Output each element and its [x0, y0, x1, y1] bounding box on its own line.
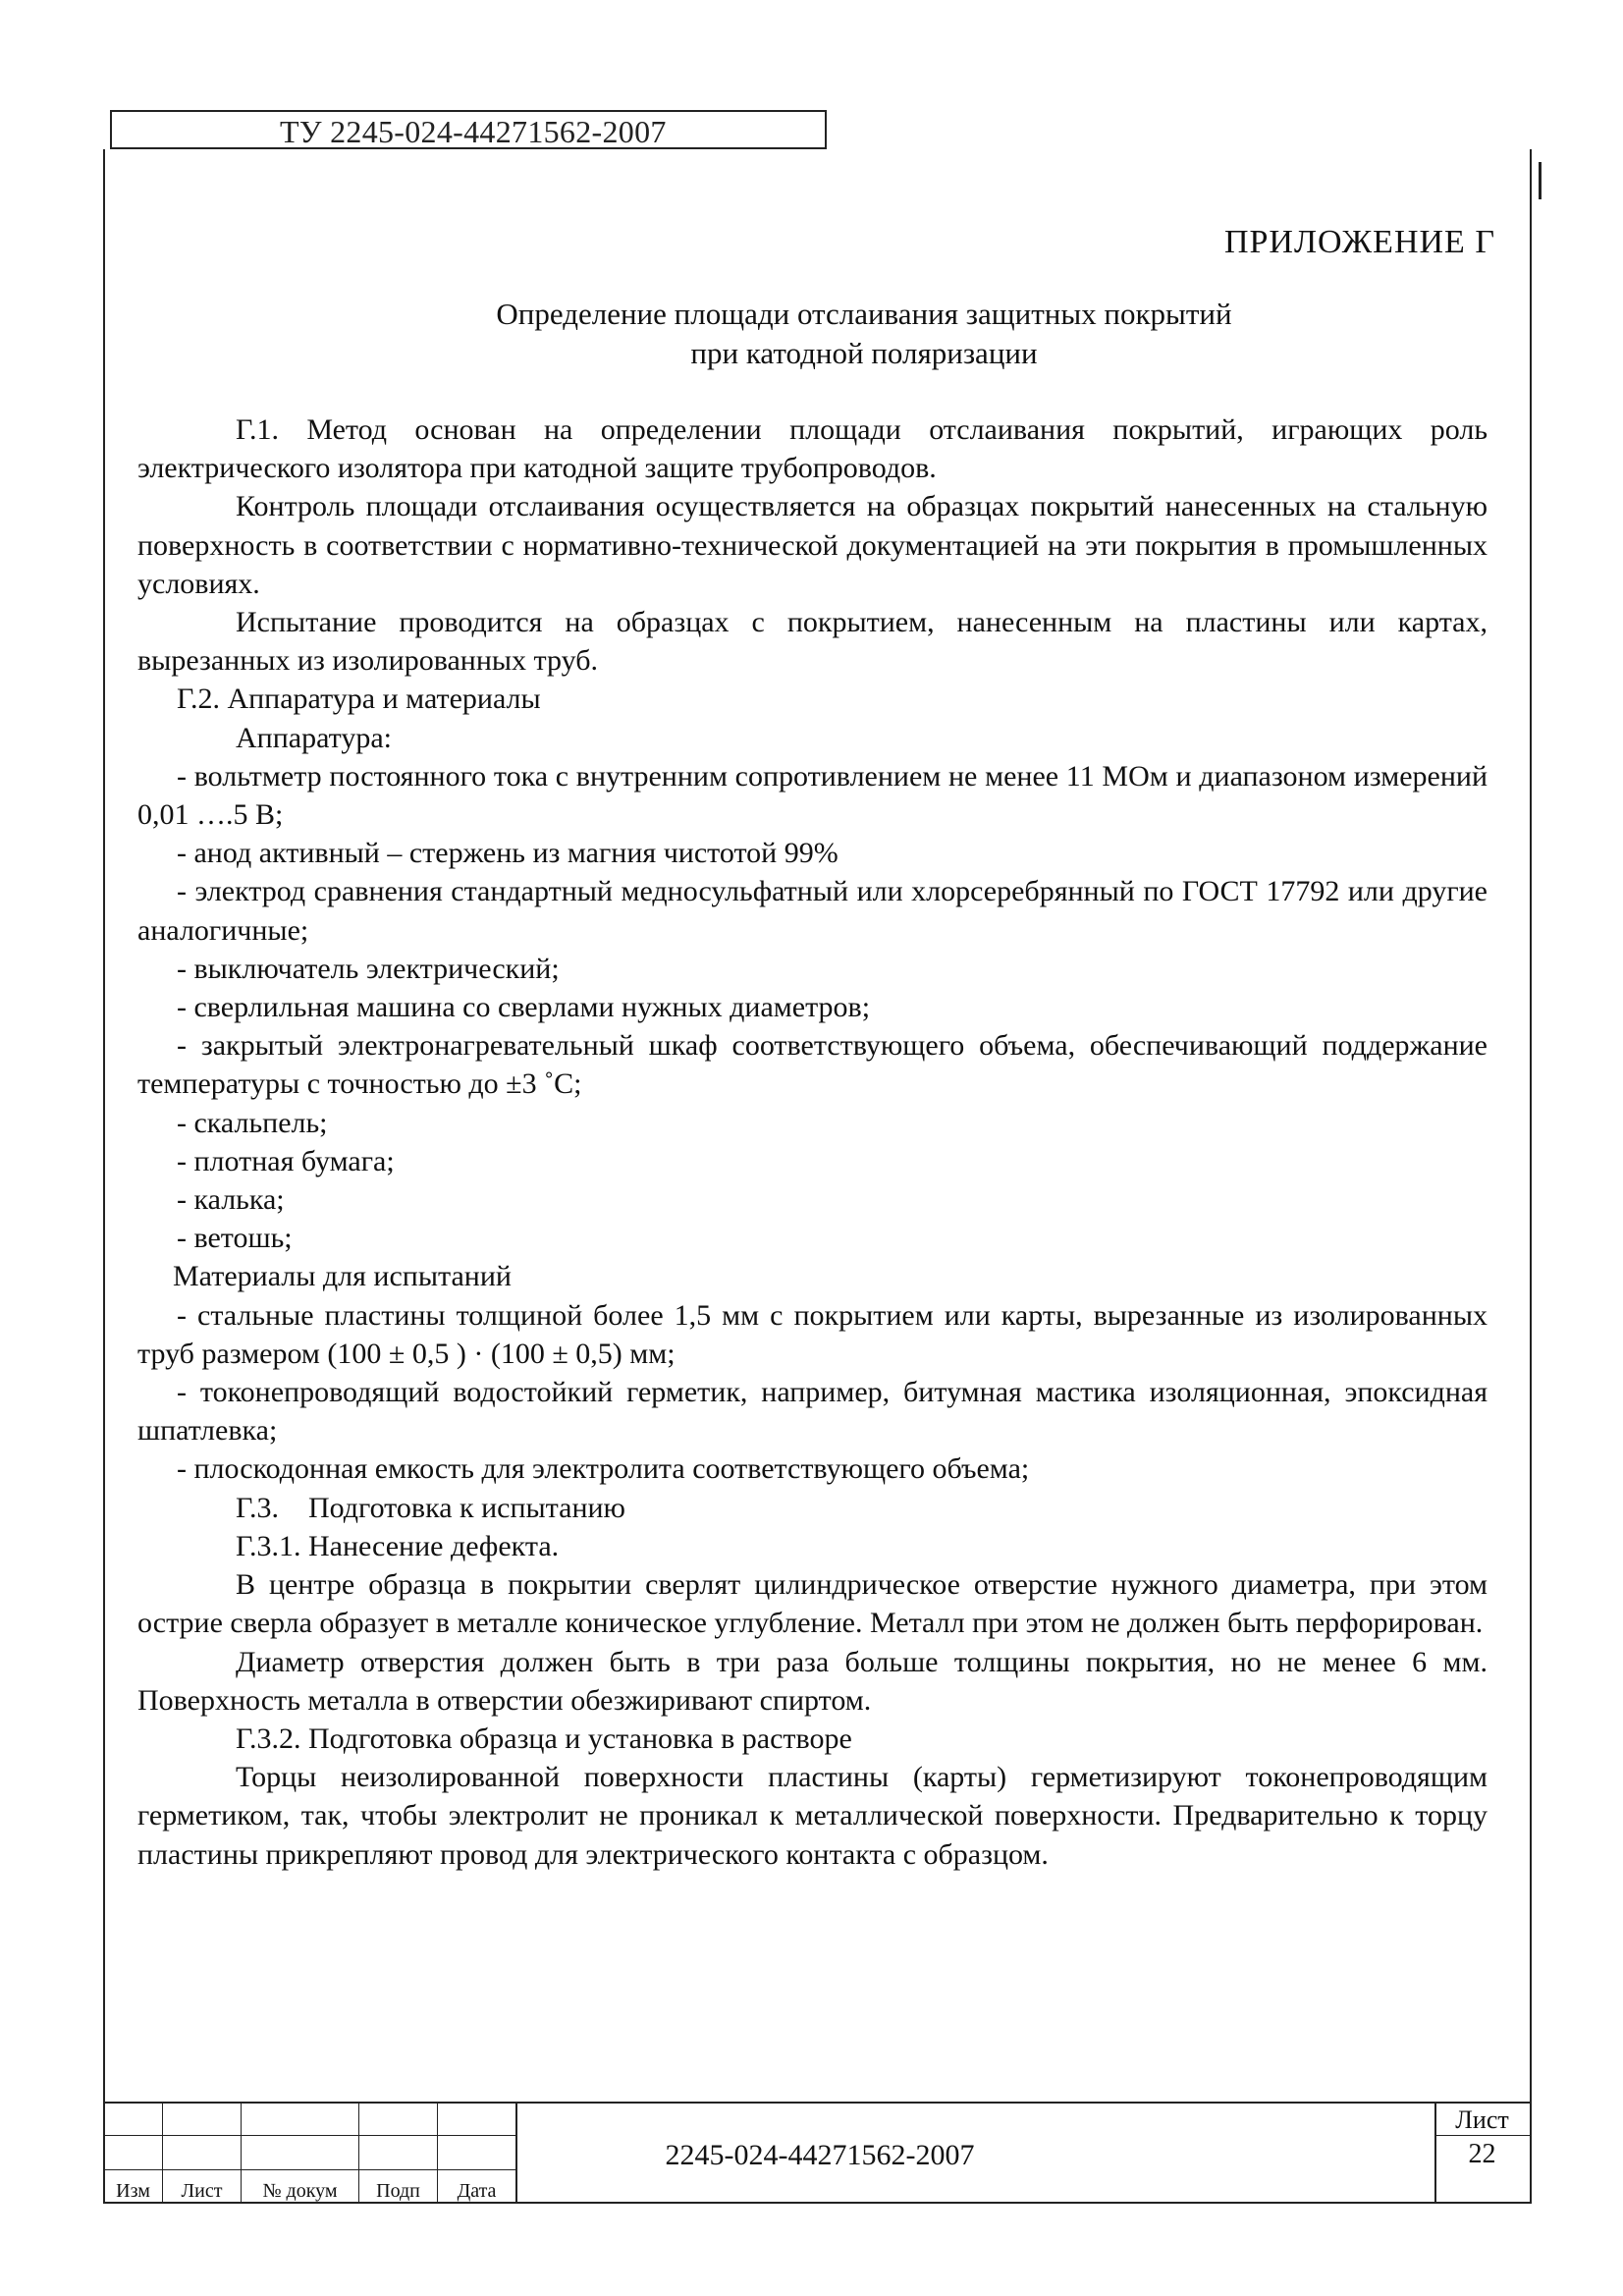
materials-item: - токонепроводящий водостойкий герметик, например, битумная мастика изоляционная, эпоксидная шпатлевка; — [137, 1376, 1488, 1448]
materials-item: - стальные пластины толщиной более 1,5 мм с покрытием или карты, вырезанные из изолированных труб размером (100 ± 0,5 ) · (100 ± 0,5) мм; — [137, 1298, 1488, 1370]
paragraph-drilling: В центре образца в покрытии сверлят цилиндрическое отверстие нужного диаметра, при этом острие сверла образует в металле коническое углубление. Металл при этом не должен быть перфорирован. — [137, 1568, 1488, 1640]
section-g31-heading: Г.3.1. Нанесение дефекта. — [236, 1529, 560, 1562]
col-doc: № докум — [242, 2169, 359, 2203]
col-list: Лист — [163, 2169, 242, 2203]
apparatus-item: - электрод сравнения стандартный медносульфатный или хлорсеребрянный по ГОСТ 17792 или другие аналогичные; — [137, 875, 1488, 947]
revision-table — [103, 2102, 516, 2204]
sheet-number: 22 — [1468, 2139, 1496, 2169]
paragraph-diameter: Диаметр отверстия должен быть в три раза больше толщины покрытия, но не менее 6 мм. Поверхность металла в отверстии обезжиривают спиртом. — [137, 1645, 1488, 1717]
apparatus-item: - сверлильная машина со сверлами нужных диаметров; — [177, 991, 871, 1024]
title-block-doc-code: 2245-024-44271562-2007 — [665, 2139, 975, 2171]
title-block — [103, 2102, 1532, 2204]
apparatus-item: - выключатель электрический; — [177, 952, 560, 985]
sheet-label: Лист — [1434, 2105, 1530, 2136]
section-g2-heading: Г.2. Аппаратура и материалы — [177, 683, 541, 716]
apparatus-item: - скальпель; — [177, 1106, 328, 1139]
title-line-1: Определение площади отслаивания защитных покрытий — [496, 297, 1232, 331]
document-body — [137, 410, 1488, 1874]
section-g3-heading: Г.3. Подготовка к испытанию — [236, 1491, 625, 1524]
appendix-label: ПРИЛОЖЕНИЕ Г — [1223, 224, 1495, 260]
apparatus-item: - ветошь; — [177, 1222, 293, 1255]
header-doc-code: ТУ 2245-024-44271562-2007 — [280, 114, 667, 149]
col-date: Дата — [438, 2169, 516, 2203]
apparatus-item: - плотная бумага; — [177, 1144, 395, 1177]
apparatus-item: - калька; — [177, 1183, 285, 1217]
materials-heading: Материалы для испытаний — [173, 1260, 512, 1293]
apparatus-heading: Аппаратура: — [236, 721, 392, 754]
apparatus-item: - закрытый электронагревательный шкаф соответствующего объема, обеспечивающий поддержание температуры с точностью до ±3 ˚С; — [137, 1029, 1488, 1101]
paragraph-sealing: Торцы неизолированной поверхности пластины (карты) герметизируют токонепроводящим герметиком, так, чтобы электролит не проникал к металлической поверхности. Предварительно к торцу пластины прикрепляют провод для электрического контакта с образцом. — [137, 1761, 1488, 1871]
paragraph-test: Испытание проводится на образцах с покрытием, нанесенным на пластины или картах, вырезанных из изолированных труб. — [137, 606, 1488, 678]
apparatus-item: - анод активный – стержень из магния чистотой 99% — [177, 837, 839, 870]
page-title — [245, 295, 1483, 373]
frame-tick — [1539, 162, 1542, 199]
title-line-2: при катодной поляризации — [690, 336, 1038, 370]
col-izm: Изм — [104, 2169, 163, 2203]
apparatus-item: - вольтметр постоянного тока с внутренним сопротивлением не менее 11 МОм и диапазоном измерений 0,01 ….5 В; — [137, 759, 1488, 832]
materials-item: - плоскодонная емкость для электролита соответствующего объема; — [177, 1452, 1030, 1486]
section-g32-heading: Г.3.2. Подготовка образца и установка в растворе — [236, 1722, 852, 1755]
paragraph-control: Контроль площади отслаивания осуществляется на образцах покрытий нанесенных на стальную поверхность в соответствии с нормативно-технической документацией на эти покрытия в промышленных условиях. — [137, 490, 1488, 600]
paragraph-g1: Г.1. Метод основан на определении площади отслаивания покрытий, играющих роль электрического изолятора при катодной защите трубопроводов. — [137, 413, 1488, 485]
col-podp: Подп — [359, 2169, 438, 2203]
